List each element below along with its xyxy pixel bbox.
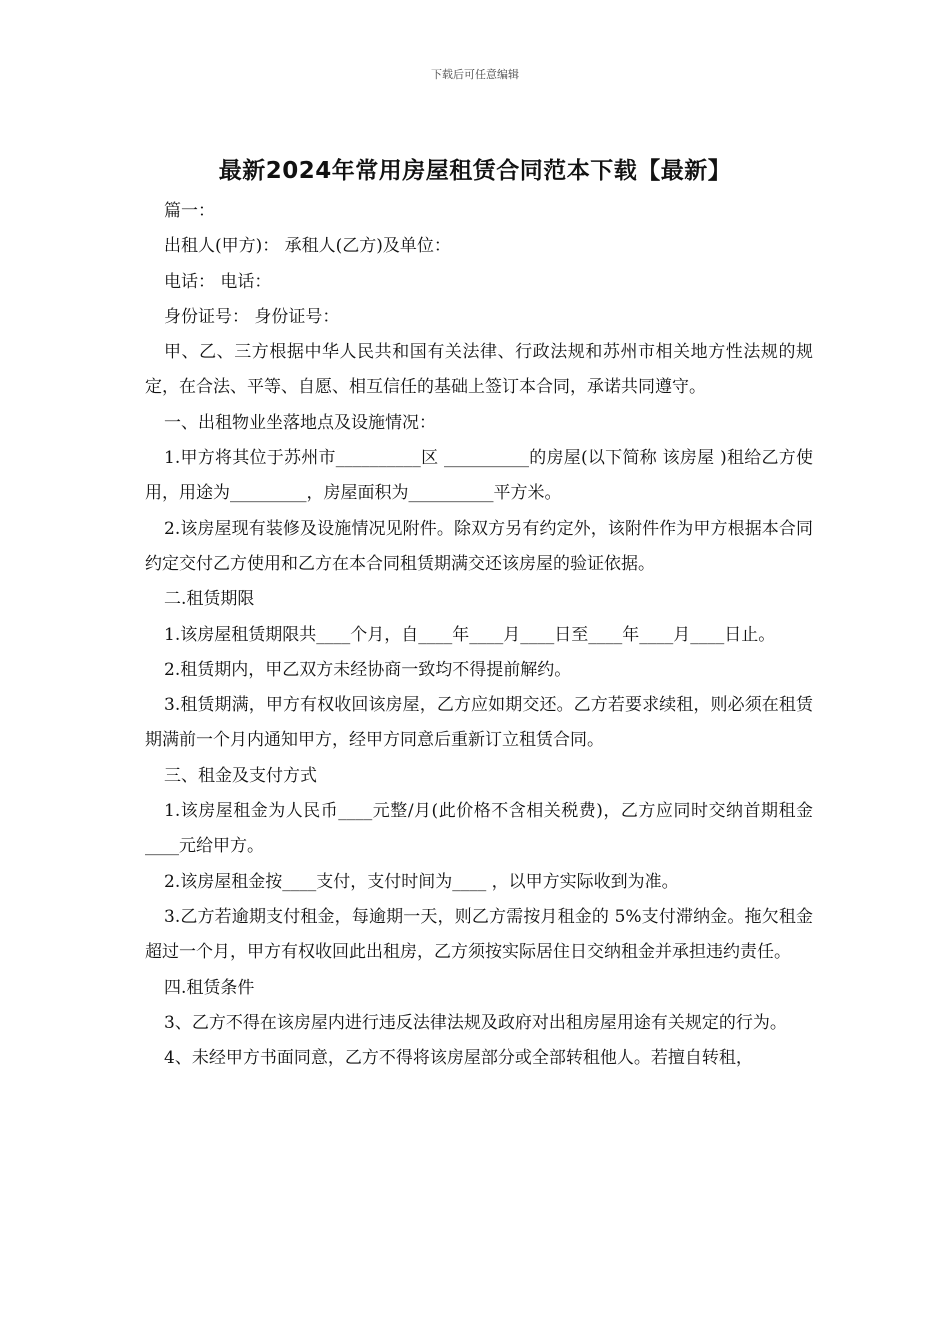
document-title: 最新2024年常用房屋租赁合同范本下载【最新】 bbox=[218, 158, 732, 184]
paragraph: 甲、乙、三方根据中华人民共和国有关法律、行政法规和苏州市相关地方性法规的规定，在合法、平等、自愿、相互信任的基础上签订本合同，承诺共同遵守。 bbox=[145, 342, 813, 398]
paragraph: 2.该房屋现有装修及设施情况见附件。除双方另有约定外，该附件作为甲方根据本合同约定交付乙方使用和乙方在本合同租赁期满交还该房屋的验证依据。 bbox=[145, 518, 813, 574]
header-note: 下载后可任意编辑 bbox=[431, 68, 519, 81]
paragraph: 身份证号： 身份证号： bbox=[164, 306, 340, 327]
section-heading: 三、租金及支付方式 bbox=[164, 765, 317, 786]
paragraph: 1.该房屋租赁期限共____个月，自____年____月____日至____年____月____日止。 bbox=[164, 624, 776, 645]
paragraph: 3、乙方不得在该房屋内进行违反法律法规及政府对出租房屋用途有关规定的行为。 bbox=[164, 1012, 787, 1033]
paragraph: 2.该房屋租金按____支付，支付时间为____ ，以甲方实际收到为准。 bbox=[164, 871, 679, 892]
paragraph: 3.租赁期满，甲方有权收回该房屋，乙方应如期交还。乙方若要求续租，则必须在租赁期满前一个月内通知甲方，经甲方同意后重新订立租赁合同。 bbox=[145, 695, 813, 751]
paragraph: 出租人(甲方)： 承租人(乙方)及单位： bbox=[164, 236, 451, 257]
section-heading: 一、出租物业坐落地点及设施情况： bbox=[164, 412, 436, 433]
section-heading: 四.租赁条件 bbox=[164, 977, 255, 998]
paragraph: 2.租赁期内，甲乙双方未经协商一致均不得提前解约。 bbox=[164, 659, 572, 680]
paragraph: 3.乙方若逾期支付租金，每逾期一天，则乙方需按月租金的 5%支付滞纳金。拖欠租金超过一个月，甲方有权收回此出租房，乙方须按实际居住日交纳租金并承担违约责任。 bbox=[145, 906, 813, 963]
paragraph: 1.该房屋租金为人民币____元整/月(此价格不含相关税费)，乙方应同时交纳首期租金____元给甲方。 bbox=[145, 801, 813, 857]
paragraph: 电话： 电话： bbox=[164, 271, 272, 292]
paragraph: 篇一： bbox=[164, 201, 215, 221]
section-heading: 二.租赁期限 bbox=[164, 589, 255, 610]
document-body bbox=[145, 194, 813, 1076]
paragraph: 1.甲方将其位于苏州市__________区 __________的房屋(以下简称 该房屋 )租给乙方使用，用途为_________，房屋面积为__________平方米。 bbox=[145, 448, 813, 504]
paragraph: 4、未经甲方书面同意，乙方不得将该房屋部分或全部转租他人。若擅自转租， bbox=[164, 1048, 753, 1069]
